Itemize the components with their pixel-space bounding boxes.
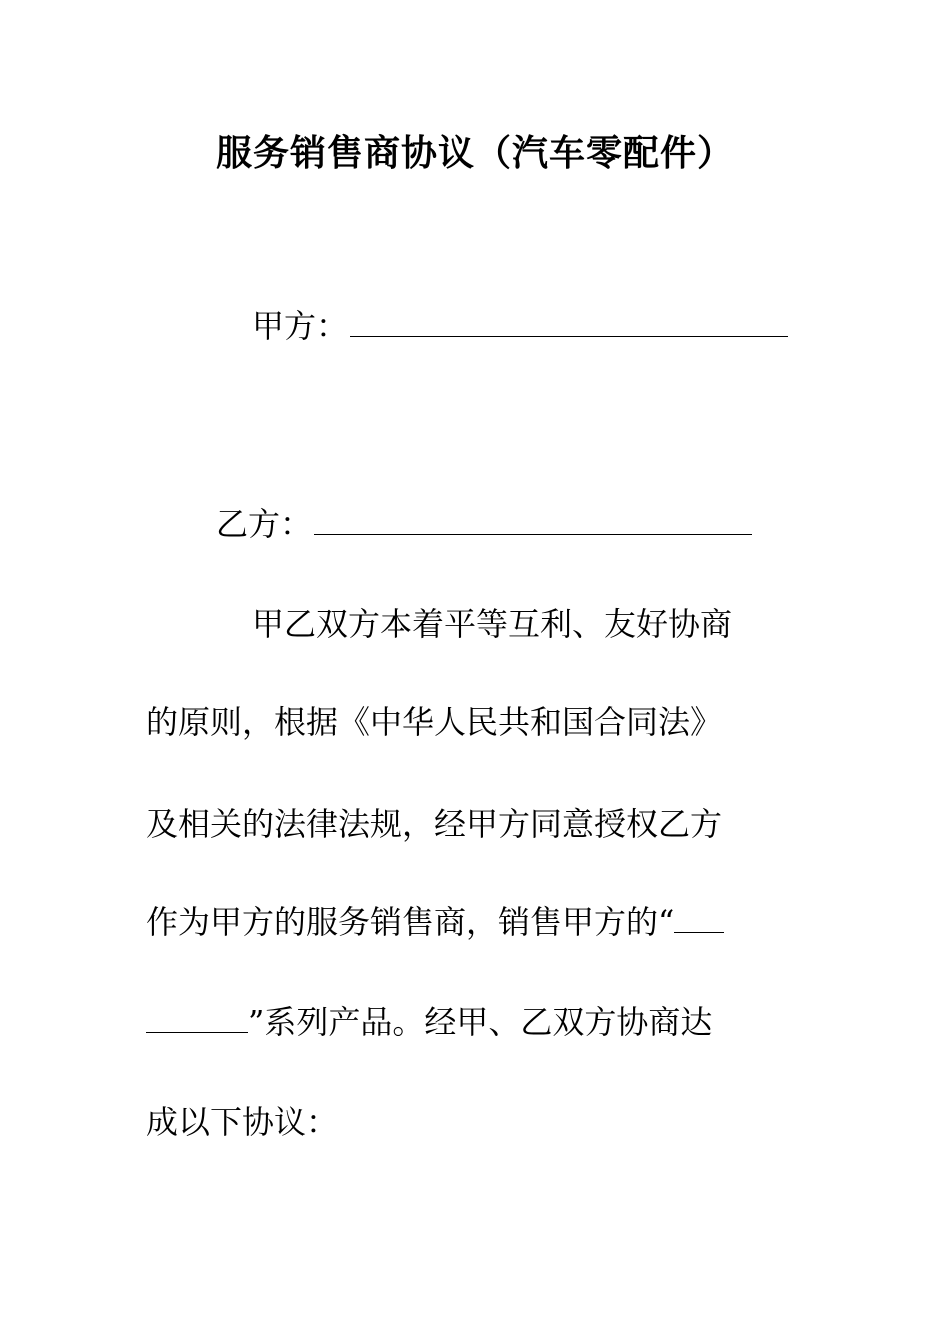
- party-b-blank: [314, 502, 752, 535]
- party-b-label: 乙方：: [216, 505, 313, 543]
- body-line-1: 甲乙双方本着平等互利、友好协商: [252, 605, 733, 643]
- product-series-blank-end: [146, 1000, 248, 1033]
- body-line-3: 及相关的法律法规，经甲方同意授权乙方: [146, 805, 723, 843]
- body-line-4: [146, 900, 724, 944]
- party-a-blank: [350, 304, 788, 337]
- party-a-label: 甲方：: [252, 307, 349, 345]
- body-line-2: 的原则，根据《中华人民共和国合同法》: [146, 703, 723, 741]
- product-series-blank-start: [674, 900, 724, 933]
- document-title: 服务销售商协议（汽车零配件）: [215, 132, 734, 174]
- body-line-6: 成以下协议：: [146, 1103, 339, 1141]
- body-line-5: [146, 1000, 712, 1044]
- party-a-line: [252, 304, 788, 348]
- body-line-5-text: ”系列产品。经甲、乙双方协商达: [248, 1003, 713, 1041]
- body-line-4-text: 作为甲方的服务销售商，销售甲方的“: [146, 903, 675, 941]
- party-b-line: [216, 502, 752, 546]
